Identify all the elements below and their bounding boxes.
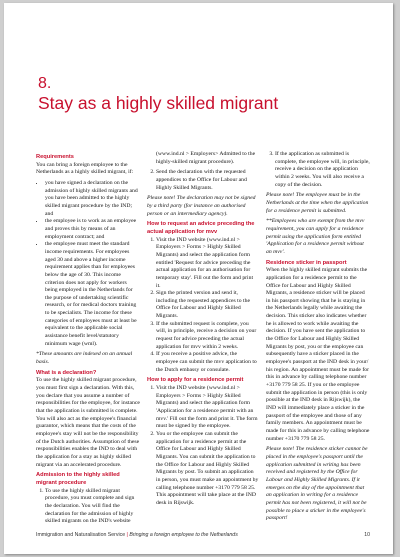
heading-advice: How to request an advice preceding the actual application for mvv [147,221,255,235]
note-text: Please note! The employee must be in the Netherlands at the time when the application for a residence permit is submitted. [266,192,369,214]
footnote-text: **Employees who are exempt from the mvv requirement, you can apply for a residence permit using the application form entitled 'Application for a residence permit without an mvv'. [266,218,365,255]
sticker-text-main: When the highly skilled migrant submits the application for a residence permit to the Office for Labour and Highly Skilled Migrants, a residence sticker will be placed in his passport showing that he is staying in the Netherlands legally while awaiting the decision. This sticker also indicates whether he is allowed to work while awaiting the decision. If you have sent the application to the Office for Labour and Highly Skilled Migrants by post, you or the employee can subsequently have a sticker placed in the employee's passport at the IND desk in your/ his region. An appointment must be made for this in advance by calling telephone number +3170 779 58 25. If you or the employee submit the application in person (this is only possible at the IND desk in Rijswijk), the IND will immediately place a sticker in the passport of the employee and those of any family members. [266,267,369,427]
list-item: • you have signed a declaration on the admission of highly skilled migrants and you have been admitted to the highly skilled migrant procedure by the IND; and [45,180,140,218]
page-number: 10 [364,532,370,538]
note-sticker [266,446,370,523]
footnote-text: *These amounts are indexed on an annual basis. [36,351,133,366]
footer-document-title: Bringing a foreign employee to the Netherlands [129,532,238,538]
permit-steps [147,385,259,508]
list-item: 2. Send the declaration with the requested appendices to the Office for Labour and Highly Skilled Migrants. [156,169,259,192]
list-item: • the employee is to work as an employee and proves this by means of an employment contract; and [45,218,140,241]
heading-declaration: What is a declaration? [36,369,97,376]
footnote-exempt [266,218,370,256]
list-item: 2. Sign the printed version and send it, including the requested appendices to the Office for Labour and Highly Skilled Migrants. [156,290,259,321]
column-left [36,151,140,529]
document-page [4,3,393,554]
advice-steps [147,237,259,375]
note-text: Please note! The residence sticker cannot be placed in the employee's passport until the application submitted in writing has been received and registered by the Office for Labour and Highly Skilled Migrants. If it emerges on the day of the appointment that an application in writing for a residence permit has not been registered, it will not be possible to place a sticker in the employee's passport! [266,446,368,522]
list-item: 1. Visit the IND website (www.ind.nl > Employers > Forms > Highly Skilled Migrants) and select the application form 'Application for a residence permit with an mvv.' Fill out the form and print it. The form must be signed by the employee. [156,385,259,431]
list-item: 4. If you receive a positive advice, the employee can submit the mvv application to the Dutch embassy or consulate. [156,351,259,374]
heading-residence-sticker: Residence sticker in passport [266,259,347,266]
list-item: 3. If the application as submitted is complete, the employee will, in principle, receive a decision on the application within 2 weeks. You will also receive a copy of the decision. [275,151,370,189]
list-item: 1. To use the highly skilled migrant procedure, you must complete and sign the declaration. You will find the declaration for the admission of highly skilled migrants on the IND's website [45,488,140,526]
list-item: 3. If the submitted request is complete, you will, in principle, receive a decision on your request for advice preceding the actual application for mvv within 2 weeks. [156,321,259,352]
sticker-text-appointment: An appointment must be made for this in advance by calling telephone number +3170 779 58 25. [266,420,370,442]
permit-steps-continued [266,151,370,189]
footer-separator: | [126,532,128,538]
declaration-text: To use the highly skilled migrant procedure, you must first sign a declaration. With this, you declare that you assume a number of responsibilities for the employee, for instance that the application is submitted is complete. You will also act as the employee's financial guarantor, which means that the costs of the employee's stay will not be the responsibility of the Dutch authorities. Assumption of these responsibilities enables the IND to deal with the application for a stay as highly skilled migrant via an accelerated procedure. [36,377,140,468]
heading-requirements: Requirements [36,154,74,160]
chapter-number: 8. [38,75,52,92]
column-middle [147,151,259,511]
admission-continued: (www.ind.nl > Employers> Admitted to the highly-skilled migrant procedure). [156,151,256,165]
admission-list-continued [147,169,259,192]
sticker-text [266,267,370,443]
note-text: Please note! The declaration may not be signed by a third party (for instance an authorised person or an intermediary agency). [147,195,256,217]
list-item: • the employee must meet the standard income requirements. For employees aged 30 and above a higher income requirement applies than for employees below the age of 30. This income criterion does not apply for workers being employed in the Netherlands for the purpose of undertaking scientific research, or for medical doctors training to be specialists. The income for these categories of employees must at least be equivalent to the applicable social assistance benefit level/statutory minimum wage (wml). [45,241,140,348]
note-declaration [147,195,259,218]
requirements-list [36,180,140,348]
requirements-intro: You can bring a foreign employee to the Netherlands as a highly skilled migrant, if: [36,161,134,176]
list-item: 1. Visit the IND website (www.ind.nl > Employers > Forms > Highly Skilled Migrants) and select the application form entitled 'Request for advice preceding the actual application for an authorisation for temporary stay'. Fill out the form and print it. [156,237,259,291]
note-presence [266,192,370,215]
admission-list [36,488,140,526]
column-right [266,151,370,526]
footer-organisation: Immigration and Naturalisation Service [36,532,126,538]
page-footer [36,532,370,538]
heading-admission: Admission to the highly skilled migrant procedure [36,472,120,486]
page-title: Stay as a highly skilled migrant [38,93,279,113]
heading-residence-permit: How to apply for a residence permit [147,377,244,384]
list-item: 2. You or the employee can submit the application for a residence permit at the Office for Labour and Highly Skilled Migrants. You can submit the application to the Office for Labour and Highly Skilled Migrants by post. To submit an application in person, you must make an appointment by calling telephone number +3170 779 58 25. This appointment will take place at the IND desk in Rijswijk. [156,431,259,508]
footnote [36,351,140,366]
